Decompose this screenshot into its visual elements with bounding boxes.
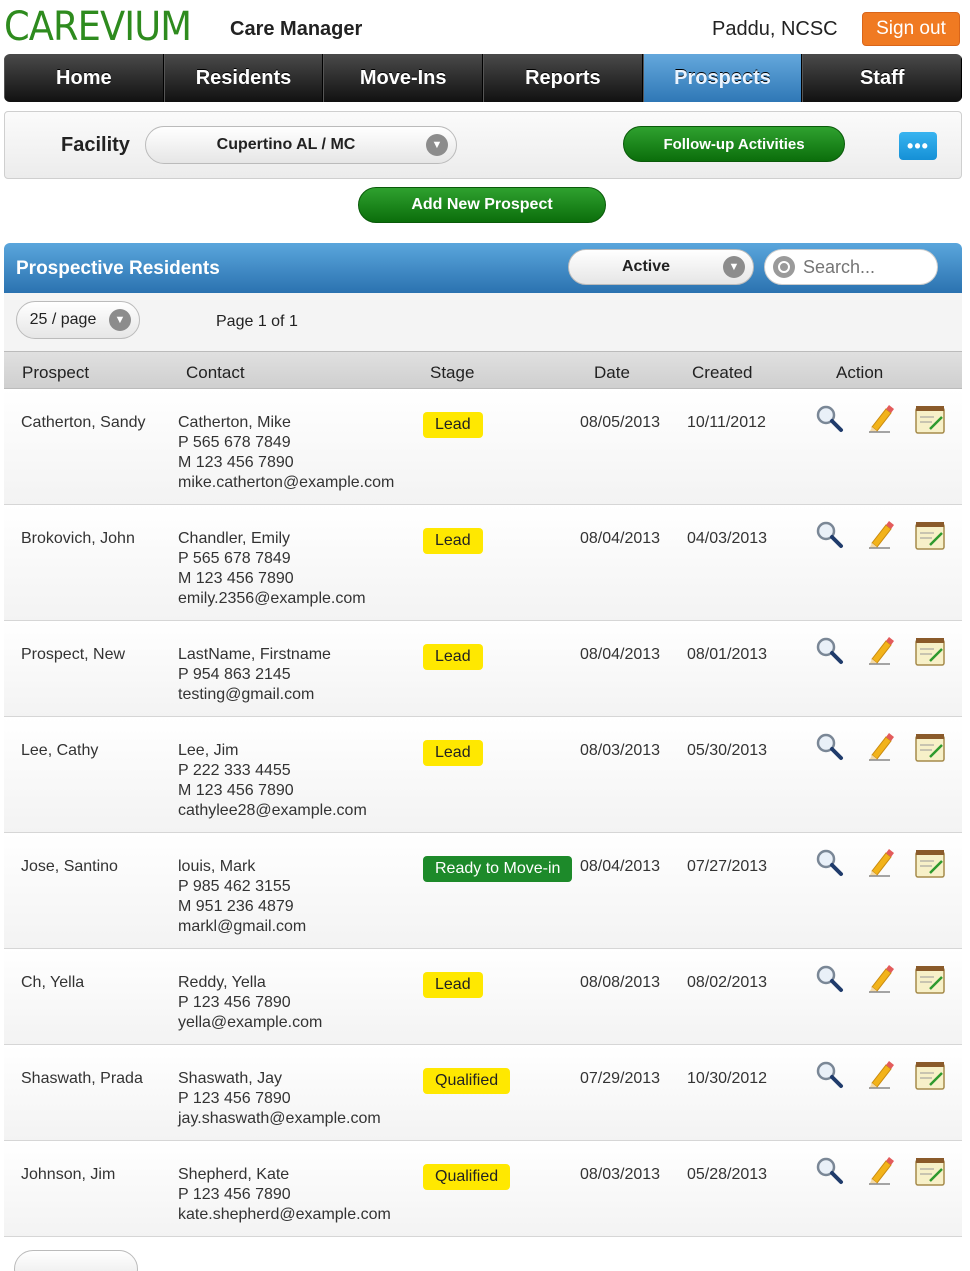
column-header-stage: Stage	[430, 363, 475, 382]
column-header-action: Action	[836, 363, 884, 382]
contact-line: M 123 456 7890	[178, 454, 294, 471]
notepad-icon[interactable]	[914, 731, 946, 768]
contact-info	[178, 413, 394, 493]
magnifier-icon[interactable]	[814, 847, 844, 882]
magnifier-icon[interactable]	[814, 1059, 844, 1094]
contact-line: testing@gmail.com	[178, 686, 315, 703]
created-value: 07/27/2013	[687, 858, 768, 875]
nav-home[interactable]: Home	[4, 54, 164, 102]
facility-label: Facility	[61, 134, 130, 156]
contact-line: P 985 462 3155	[178, 878, 291, 895]
contact-info	[178, 857, 306, 937]
search-box[interactable]	[764, 249, 938, 285]
contact-line: M 123 456 7890	[178, 570, 294, 587]
follow-up-activities-button[interactable]: Follow-up Activities	[623, 126, 845, 162]
column-header-date: Date	[594, 363, 630, 382]
prospect-name[interactable]: Brokovich, John	[21, 530, 135, 547]
magnifier-icon[interactable]	[814, 519, 844, 554]
contact-line: emily.2356@example.com	[178, 590, 366, 607]
magnifier-icon[interactable]	[814, 635, 844, 670]
date-value: 08/04/2013	[580, 646, 661, 663]
contact-line: P 565 678 7849	[178, 550, 291, 567]
prospect-name[interactable]: Johnson, Jim	[21, 1166, 116, 1183]
app-header	[0, 0, 970, 54]
nav-prospects[interactable]: Prospects	[643, 54, 803, 102]
notepad-icon[interactable]	[914, 1059, 946, 1096]
notepad-icon[interactable]	[914, 635, 946, 672]
prospect-name[interactable]: Lee, Cathy	[21, 742, 99, 759]
page-info: Page 1 of 1	[216, 313, 298, 330]
add-new-prospect-button[interactable]: Add New Prospect	[358, 187, 606, 223]
contact-line: M 951 236 4879	[178, 898, 294, 915]
status-filter-value: Active	[621, 258, 671, 275]
pencil-icon[interactable]	[866, 731, 894, 766]
app-title: Care Manager	[230, 18, 363, 40]
contact-line: yella@example.com	[178, 1014, 323, 1031]
chevron-down-icon: ▼	[109, 309, 131, 331]
created-value: 10/30/2012	[687, 1070, 768, 1087]
contact-line: Shepherd, Kate	[178, 1166, 290, 1183]
contact-info	[178, 645, 331, 705]
date-value: 08/04/2013	[580, 858, 661, 875]
contact-line: P 123 456 7890	[178, 1186, 291, 1203]
pencil-icon[interactable]	[866, 963, 894, 998]
prospect-name[interactable]: Catherton, Sandy	[21, 414, 146, 431]
contact-info	[178, 741, 367, 821]
stage-badge: Qualified	[423, 1068, 510, 1094]
carevium-logo: CAREVIUM	[4, 4, 192, 50]
date-value: 08/03/2013	[580, 742, 661, 759]
notepad-icon[interactable]	[914, 847, 946, 884]
column-header-prospect: Prospect	[22, 363, 90, 382]
contact-info	[178, 973, 322, 1033]
created-value: 05/28/2013	[687, 1166, 768, 1183]
per-page-select-bottom[interactable]	[14, 1250, 138, 1271]
contact-line: M 123 456 7890	[178, 782, 294, 799]
created-value: 04/03/2013	[687, 530, 768, 547]
stage-badge: Lead	[423, 528, 483, 554]
contact-info	[178, 529, 366, 609]
contact-line: kate.shepherd@example.com	[178, 1206, 391, 1223]
date-value: 08/08/2013	[580, 974, 661, 991]
chevron-down-icon: ▼	[426, 134, 448, 156]
table-row	[4, 717, 962, 833]
nav-move-ins[interactable]: Move-Ins	[323, 54, 483, 102]
prospect-name[interactable]: Prospect, New	[21, 646, 126, 663]
date-value: 08/04/2013	[580, 530, 661, 547]
stage-badge: Qualified	[423, 1164, 510, 1190]
contact-line: Reddy, Yella	[178, 974, 266, 991]
pencil-icon[interactable]	[866, 847, 894, 882]
pencil-icon[interactable]	[866, 1155, 894, 1190]
pagination-bar	[4, 293, 962, 351]
contact-info	[178, 1069, 381, 1129]
magnifier-icon[interactable]	[814, 963, 844, 998]
notepad-icon[interactable]	[914, 519, 946, 556]
table-row	[4, 621, 962, 717]
contact-line: P 123 456 7890	[178, 994, 291, 1011]
table-row	[4, 949, 962, 1045]
table-row	[4, 833, 962, 949]
contact-line: cathylee28@example.com	[178, 802, 367, 819]
column-header-created: Created	[692, 363, 753, 382]
panel-title: Prospective Residents	[16, 258, 220, 279]
table-row	[4, 1045, 962, 1141]
magnifier-icon[interactable]	[814, 1155, 844, 1190]
contact-line: P 954 863 2145	[178, 666, 291, 683]
created-value: 05/30/2013	[687, 742, 768, 759]
contact-line: louis, Mark	[178, 858, 256, 875]
pencil-icon[interactable]	[866, 1059, 894, 1094]
stage-badge: Ready to Move-in	[423, 856, 572, 882]
contact-line: P 565 678 7849	[178, 434, 291, 451]
contact-line: Shaswath, Jay	[178, 1070, 283, 1087]
table-row	[4, 505, 962, 621]
notepad-icon[interactable]	[914, 403, 946, 440]
chevron-down-icon: ▼	[723, 256, 745, 278]
nav-reports[interactable]: Reports	[483, 54, 643, 102]
notepad-icon[interactable]	[914, 963, 946, 1000]
main-nav	[4, 54, 962, 102]
prospect-name[interactable]: Jose, Santino	[21, 858, 118, 875]
nav-residents[interactable]: Residents	[164, 54, 324, 102]
pencil-icon[interactable]	[866, 635, 894, 670]
contact-line: Chandler, Emily	[178, 530, 291, 547]
notepad-icon[interactable]	[914, 1155, 946, 1192]
status-filter-select[interactable]	[568, 249, 754, 285]
contact-info	[178, 1165, 391, 1225]
per-page-select[interactable]	[16, 301, 140, 339]
contact-line: LastName, Firstname	[178, 646, 331, 663]
sign-out-button[interactable]: Sign out	[862, 12, 960, 46]
stage-badge: Lead	[423, 644, 483, 670]
created-value: 10/11/2012	[687, 414, 766, 431]
magnifier-icon[interactable]	[814, 731, 844, 766]
stage-badge: Lead	[423, 412, 483, 438]
contact-line: P 123 456 7890	[178, 1090, 291, 1107]
pencil-icon[interactable]	[866, 403, 894, 438]
search-input[interactable]	[803, 257, 923, 278]
magnifier-icon[interactable]	[814, 403, 844, 438]
created-value: 08/02/2013	[687, 974, 768, 991]
column-header-contact: Contact	[186, 363, 245, 382]
pencil-icon[interactable]	[866, 519, 894, 554]
per-page-value: 25 / page	[29, 311, 97, 328]
facility-select[interactable]	[145, 126, 457, 164]
more-options-button[interactable]: •••	[899, 132, 937, 160]
search-icon	[773, 256, 795, 278]
prospect-name[interactable]: Shaswath, Prada	[21, 1070, 143, 1087]
created-value: 08/01/2013	[687, 646, 768, 663]
table-row	[4, 1141, 962, 1237]
table-row	[4, 389, 962, 505]
stage-badge: Lead	[423, 972, 483, 998]
contact-line: markl@gmail.com	[178, 918, 307, 935]
date-value: 07/29/2013	[580, 1070, 661, 1087]
nav-staff[interactable]: Staff	[802, 54, 962, 102]
contact-line: P 222 333 4455	[178, 762, 291, 779]
stage-badge: Lead	[423, 740, 483, 766]
date-value: 08/05/2013	[580, 414, 661, 431]
contact-line: Catherton, Mike	[178, 414, 291, 431]
prospective-residents-header	[4, 243, 962, 293]
contact-line: jay.shaswath@example.com	[178, 1110, 381, 1127]
facility-bar	[4, 111, 962, 179]
table-header	[4, 351, 962, 389]
date-value: 08/03/2013	[580, 1166, 661, 1183]
contact-line: Lee, Jim	[178, 742, 239, 759]
user-name: Paddu, NCSC	[712, 18, 838, 40]
facility-select-value: Cupertino AL / MC	[216, 136, 356, 153]
prospect-name[interactable]: Ch, Yella	[21, 974, 85, 991]
contact-line: mike.catherton@example.com	[178, 474, 395, 491]
